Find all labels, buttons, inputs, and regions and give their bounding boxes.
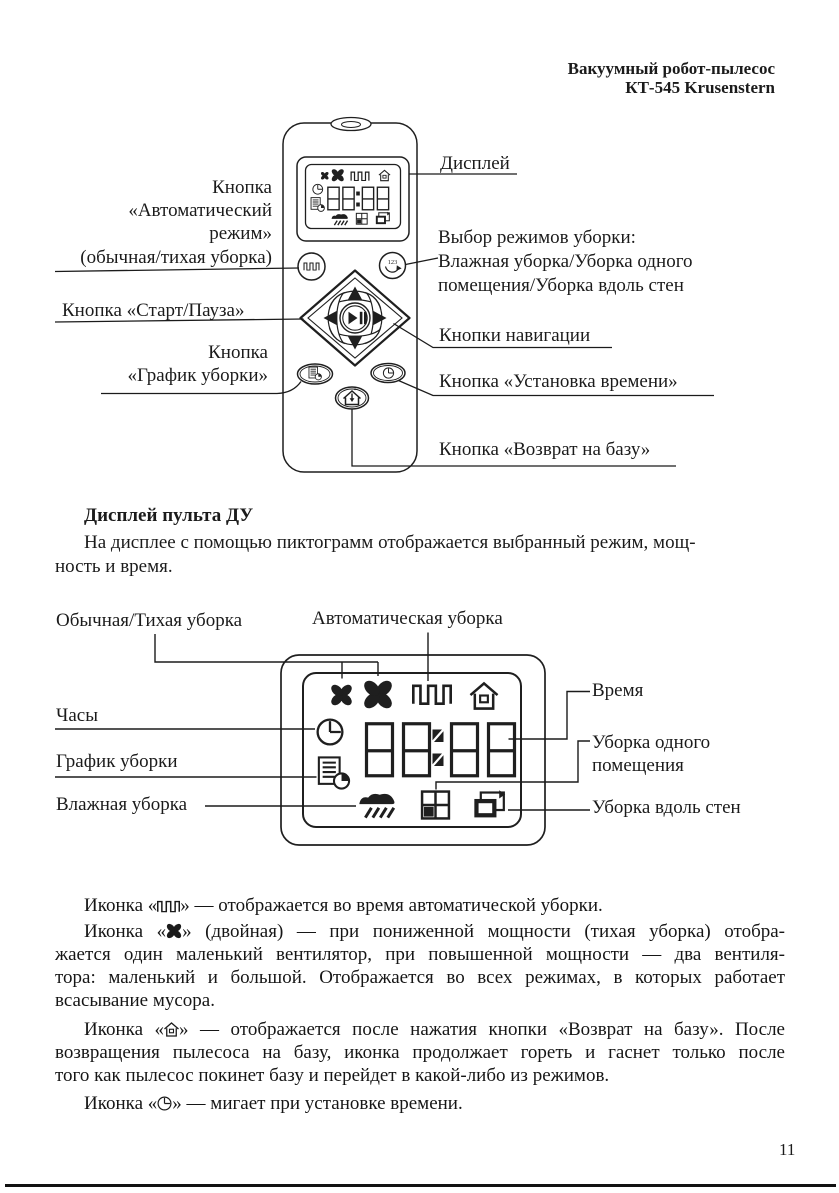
time-button[interactable] [371, 364, 405, 383]
header-line1: Вакуумный робот-пылесос [567, 59, 775, 78]
mode-digits: 123 [387, 259, 398, 266]
clock-icon [318, 720, 343, 745]
time-digits-large [367, 724, 515, 776]
auto-wave-icon [351, 172, 369, 181]
label-display: Дисплей [440, 153, 510, 174]
home-base-icon [470, 683, 497, 708]
section-text-line1: На дисплее с помощью пиктограмм отображается выбранный режим, мощ- [84, 532, 696, 553]
mode-select-button[interactable] [380, 253, 406, 279]
small-fan-icon [320, 171, 329, 180]
schedule-icon [311, 198, 324, 212]
paragraph-auto-icon: Иконка « » — отображается во время автоматической уборки. [84, 895, 603, 916]
start-pause-button[interactable] [340, 303, 370, 333]
label-normal-quiet: Обычная/Тихая уборка [56, 610, 243, 631]
big-fan-icon [361, 678, 395, 712]
paragraph-clock-icon: Иконка « » — мигает при установке времени. [84, 1093, 463, 1114]
label-schedule-button: Кнопка «График уборки» [127, 342, 268, 386]
label-schedule: График уборки [56, 751, 178, 772]
big-fan-icon [330, 168, 345, 183]
auto-wave-icon [157, 900, 180, 913]
along-walls-icon [376, 212, 390, 224]
label-wet-clean: Влажная уборка [56, 794, 188, 815]
clock-icon [313, 184, 323, 194]
big-fan-icon [166, 923, 182, 939]
footer-rule [5, 1184, 836, 1187]
auto-mode-button[interactable] [298, 253, 325, 280]
along-walls-icon [474, 790, 505, 817]
wet-clean-icon [332, 214, 348, 225]
label-base-button: Кнопка «Возврат на базу» [439, 439, 651, 460]
single-room-icon [356, 213, 367, 224]
paragraph-home-icon: Иконка « » — отображается после нажатия кнопки «Возврат на базу». После возвращения пылесоса на базу, иконка продолжает гореть и гаснет только после того как пылесос покинет базу и перейдет в какой-либо из режимов. [55, 1019, 785, 1086]
schedule-button[interactable] [298, 364, 333, 384]
schedule-icon [319, 757, 349, 788]
time-digits [328, 187, 389, 210]
ir-lens [331, 118, 371, 131]
label-time-button: Кнопка «Установка времени» [439, 371, 678, 392]
small-fan-icon [329, 683, 354, 708]
label-nav-buttons: Кнопки навигации [439, 325, 591, 346]
nav-pad[interactable] [301, 271, 410, 366]
section-title: Дисплей пульта ДУ [84, 505, 254, 526]
paragraph-fan-icon: Иконка « » (двойная) — при пониженной мощности (тихая уборка) отобра- жается один маленький вентилятор, при повышенной мощности — два вентиля- тора: маленький и большой. Отображается во всех режимах, в которых работает всасывание мусора. [55, 921, 785, 1011]
page-number: 11 [779, 1140, 796, 1159]
label-single-room: Уборка одного помещения [592, 732, 711, 776]
wet-clean-icon [359, 794, 394, 818]
section-text-line2: ность и время. [55, 556, 173, 577]
home-base-icon [379, 170, 390, 180]
base-button[interactable] [336, 387, 369, 409]
doc-header [568, 60, 775, 97]
label-along-walls: Уборка вдоль стен [592, 797, 741, 818]
clock-icon [157, 1096, 172, 1111]
home-base-icon [164, 1022, 179, 1037]
label-clock: Часы [56, 705, 98, 726]
label-auto-mode-button: Кнопка «Автоматический режим» (обычная/тихая уборка) [80, 177, 272, 268]
label-mode-select-button: Выбор режимов уборки: Влажная уборка/Уборка одного помещения/Уборка вдоль стен [438, 227, 693, 296]
body-text [55, 894, 785, 1115]
label-auto-clean: Автоматическая уборка [312, 608, 503, 629]
auto-wave-icon [413, 686, 450, 704]
label-time: Время [592, 680, 644, 701]
header-line2: КТ-545 Krusenstern [625, 77, 775, 97]
label-start-pause-button: Кнопка «Старт/Пауза» [62, 300, 245, 321]
single-room-icon [422, 792, 449, 819]
